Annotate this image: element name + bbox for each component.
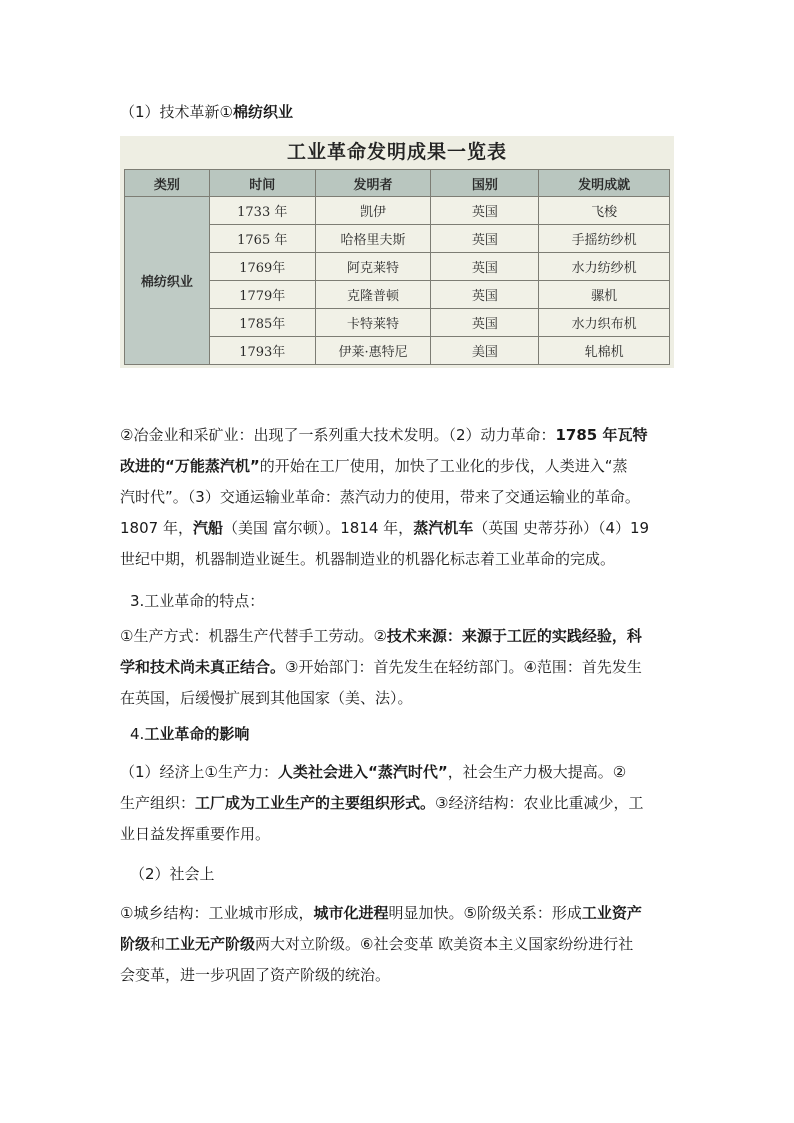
section-heading-tech-innovation: （1）技术革新①棉纺织业	[120, 103, 294, 121]
cell-inventor: 克隆普顿	[315, 281, 431, 309]
section-heading-social: （2）社会上	[130, 865, 215, 883]
invention-table-figure	[120, 136, 674, 368]
cell-inventor: 凯伊	[315, 197, 431, 225]
cell-achievement: 轧棉机	[539, 337, 670, 365]
header-inventor: 发明者	[315, 170, 431, 197]
cell-country: 英国	[431, 309, 539, 337]
category-cell: 棉纺织业	[125, 197, 210, 365]
table-header-row	[125, 170, 670, 197]
cell-time: 1785年	[209, 309, 315, 337]
table-row	[125, 197, 670, 225]
cell-inventor: 阿克莱特	[315, 253, 431, 281]
header-achievement: 发明成就	[539, 170, 670, 197]
cell-country: 英国	[431, 281, 539, 309]
cell-country: 英国	[431, 225, 539, 253]
cell-achievement: 水力纺纱机	[539, 253, 670, 281]
cell-achievement: 飞梭	[539, 197, 670, 225]
cell-country: 英国	[431, 253, 539, 281]
invention-table	[124, 169, 670, 365]
paragraph-social-impact: ①城乡结构：工业城市形成，城市化进程明显加快。⑤阶级关系：形成工业资产 阶级和工业无产阶级两大对立阶级。⑥社会变革 欧美资本主义国家纷纷进行社 会变革，进一步巩固了资产阶级的统治。	[120, 904, 642, 984]
header-country: 国别	[431, 170, 539, 197]
cell-inventor: 伊莱·惠特尼	[315, 337, 431, 365]
cell-time: 1765 年	[209, 225, 315, 253]
cell-time: 1733 年	[209, 197, 315, 225]
cell-achievement: 骡机	[539, 281, 670, 309]
cell-inventor: 哈格里夫斯	[315, 225, 431, 253]
section-heading-features: 3.工业革命的特点：	[130, 592, 265, 610]
table-title: 工业革命发明成果一览表	[286, 141, 507, 163]
cell-country: 美国	[431, 337, 539, 365]
cell-time: 1779年	[209, 281, 315, 309]
paragraph-features: ①生产方式：机器生产代替手工劳动。②技术来源：来源于工匠的实践经验，科 学和技术尚未真正结合。③开始部门：首先发生在轻纺部门。④范围：首先发生 在英国，后缓慢扩展到其他国家（美、法）。	[120, 627, 642, 707]
cell-inventor: 卡特莱特	[315, 309, 431, 337]
section-heading-impact: 4.工业革命的影响	[130, 725, 250, 743]
paragraph-economic-impact: （1）经济上①生产力：人类社会进入“蒸汽时代”，社会生产力极大提高。② 生产组织：工厂成为工业生产的主要组织形式。③经济结构：农业比重减少，工 业日益发挥重要作用。	[120, 763, 644, 843]
cell-country: 英国	[431, 197, 539, 225]
cell-time: 1769年	[209, 253, 315, 281]
header-category: 类别	[125, 170, 210, 197]
cell-time: 1793年	[209, 337, 315, 365]
paragraph-power-transport: ②冶金业和采矿业：出现了一系列重大技术发明。（2）动力革命：1785 年瓦特 改进的“万能蒸汽机”的开始在工厂使用，加快了工业化的步伐，人类进入“蒸 汽时代”。（3）交通运输业革命：蒸汽动力的使用，带来了交通运输业的革命。 1807 年，汽船（美国 富尔顿）。1814 年，蒸汽机车（英国 史蒂芬孙）（4）19 世纪中期，机器制造业诞生。机器制造业的机器化标志着工业革命的完成。	[120, 426, 650, 568]
cell-achievement: 手摇纺纱机	[539, 225, 670, 253]
header-time: 时间	[209, 170, 315, 197]
cell-achievement: 水力织布机	[539, 309, 670, 337]
